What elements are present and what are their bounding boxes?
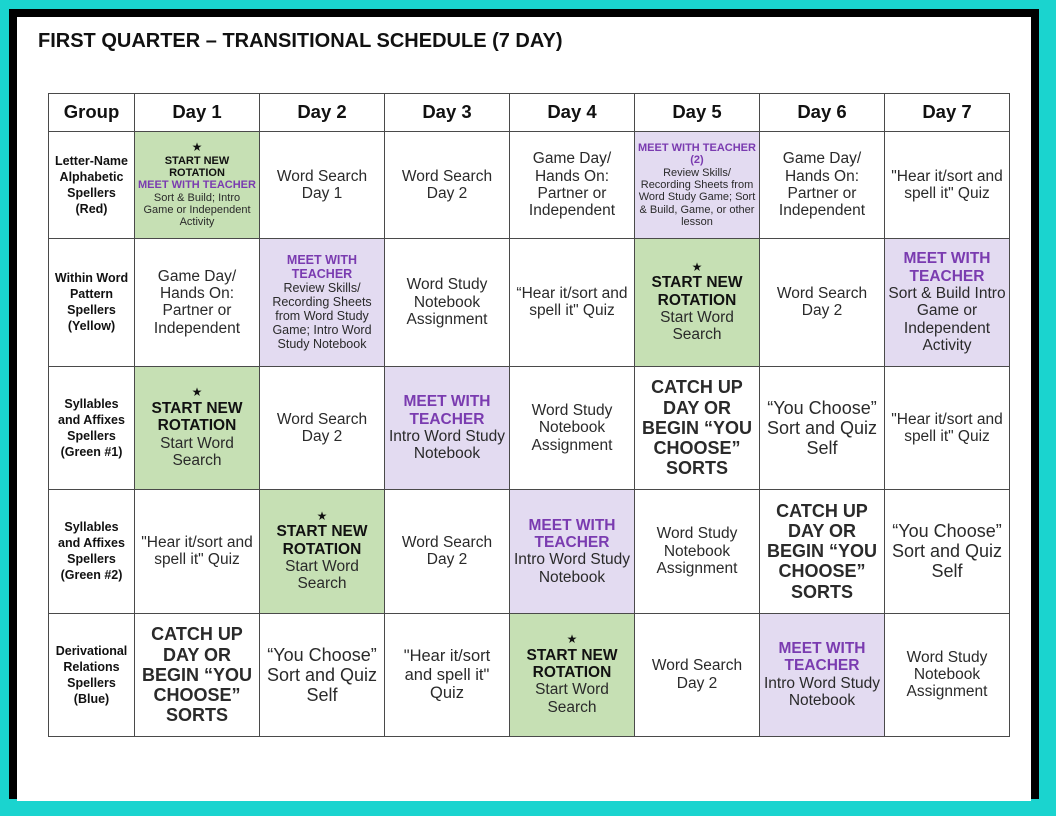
schedule-cell — [635, 132, 760, 239]
schedule-row-yellow — [49, 239, 1010, 367]
cell-text: Sort and Quiz Self — [266, 664, 378, 705]
schedule-table — [48, 93, 1010, 737]
meet-teacher-heading: MEET WITH TEACHER — [286, 253, 358, 282]
cell-text: Review Skills/ Recording Sheets from Word Study Game; Intro Word Study Notebook — [272, 281, 372, 352]
group-label: Syllables and Affixes Spellers (Green #2) — [49, 490, 135, 613]
cell-text: Review Skills/ Recording Sheets from Word Study Game; Sort & Build, Game, or other lesson — [638, 166, 756, 228]
start-rotation-heading: START NEW ROTATION — [526, 646, 618, 682]
schedule-cell — [510, 132, 635, 239]
schedule-row-green-1 — [49, 366, 1010, 489]
cell-text: Word Study Notebook Assignment — [906, 648, 988, 701]
cell-text: CATCH UP DAY OR BEGIN “YOU CHOOSE” SORTS — [141, 624, 252, 725]
cell-text: Start Word Search — [660, 309, 734, 344]
cell-text: Sort and Quiz Self — [891, 541, 1003, 582]
schedule-cell — [760, 132, 885, 239]
meet-teacher-heading: MEET WITH TEACHER (2) — [638, 141, 756, 167]
start-rotation-heading: START NEW ROTATION — [276, 523, 368, 558]
cell-text: Word Search Day 2 — [276, 410, 368, 445]
schedule-cell — [885, 239, 1010, 367]
schedule-cell — [760, 613, 885, 736]
schedule-cell — [635, 490, 760, 613]
schedule-cell — [760, 490, 885, 613]
meet-teacher-heading: MEET WITH TEACHER — [138, 179, 256, 192]
schedule-row-red — [49, 132, 1010, 239]
group-label: Letter-Name Alphabetic Spellers (Red) — [49, 132, 135, 239]
group-label: Within Word Pattern Spellers (Yellow) — [49, 239, 135, 367]
schedule-cell — [510, 613, 635, 736]
schedule-cell — [260, 366, 385, 489]
cell-text: Game Day/ Hands On: Partner or Independent — [528, 150, 616, 220]
schedule-cell — [885, 132, 1010, 239]
header-day-4: Day 4 — [510, 94, 635, 132]
start-rotation-heading: START NEW ROTATION — [164, 154, 230, 180]
cell-text: Intro Word Study Notebook — [763, 674, 880, 710]
header-day-6: Day 6 — [760, 94, 885, 132]
cell-text: "Hear it/sort and spell it" Quiz — [403, 647, 491, 702]
schedule-cell — [760, 239, 885, 367]
group-label: Syllables and Affixes Spellers (Green #1) — [49, 366, 135, 489]
cell-text: "Hear it/sort and spell it" Quiz — [141, 533, 253, 569]
header-day-5: Day 5 — [635, 94, 760, 132]
cell-text: CATCH UP DAY OR BEGIN “YOU CHOOSE” SORTS — [766, 500, 877, 602]
cell-text: Intro Word Study Notebook — [388, 427, 505, 463]
you-choose-label: “You Choose” — [767, 397, 877, 418]
meet-teacher-heading: MEET WITH TEACHER — [903, 250, 991, 285]
schedule-cell — [510, 490, 635, 613]
schedule-cell — [135, 132, 260, 239]
cell-text: Word Study Notebook Assignment — [406, 276, 488, 329]
cell-text: Game Day/ Hands On: Partner or Independent — [778, 150, 866, 220]
schedule-cell — [135, 613, 260, 736]
schedule-cell — [260, 613, 385, 736]
meet-teacher-heading: MEET WITH TEACHER — [403, 393, 491, 428]
star-icon: ★ — [316, 508, 328, 523]
header-day-7: Day 7 — [885, 94, 1010, 132]
cell-text: Word Search Day 2 — [401, 533, 493, 569]
meet-teacher-heading: MEET WITH TEACHER — [528, 516, 616, 551]
schedule-cell — [260, 239, 385, 367]
cell-text: Word Search Day 2 — [401, 167, 493, 203]
schedule-cell — [885, 613, 1010, 736]
start-rotation-heading: START NEW ROTATION — [651, 274, 743, 309]
cell-text: Sort & Build; Intro Game or Independent Activity — [143, 191, 251, 229]
you-choose-label: “You Choose” — [267, 644, 377, 665]
header-group: Group — [49, 94, 135, 132]
schedule-cell — [635, 239, 760, 367]
star-icon: ★ — [691, 259, 703, 274]
schedule-row-blue — [49, 613, 1010, 736]
cell-text: Intro Word Study Notebook — [513, 551, 630, 586]
schedule-cell — [635, 366, 760, 489]
schedule-cell — [885, 366, 1010, 489]
schedule-cell — [385, 490, 510, 613]
cell-text: "Hear it/sort and spell it" Quiz — [891, 410, 1003, 445]
cell-text: Sort & Build Intro Game or Independent Activity — [888, 285, 1006, 355]
header-row — [49, 94, 1010, 132]
meet-teacher-heading: MEET WITH TEACHER — [778, 640, 866, 675]
star-icon: ★ — [191, 140, 203, 155]
cell-text: CATCH UP DAY OR BEGIN “YOU CHOOSE” SORTS — [641, 377, 752, 479]
cell-text: Word Search Day 2 — [776, 285, 868, 320]
schedule-cell — [135, 239, 260, 367]
schedule-cell — [385, 132, 510, 239]
schedule-cell — [260, 490, 385, 613]
cell-text: Word Search Day 1 — [276, 167, 368, 203]
schedule-row-green-2 — [49, 490, 1010, 613]
cell-text: Word Search Day 2 — [651, 657, 743, 692]
schedule-cell — [385, 239, 510, 367]
cell-text: Start Word Search — [285, 558, 359, 593]
cell-text: Word Study Notebook Assignment — [531, 401, 613, 454]
cell-text: Sort and Quiz Self — [766, 417, 878, 458]
schedule-cell — [385, 613, 510, 736]
schedule-cell — [885, 490, 1010, 613]
header-day-2: Day 2 — [260, 94, 385, 132]
cell-text: “Hear it/sort and spell it" Quiz — [516, 285, 628, 320]
schedule-cell — [385, 366, 510, 489]
schedule-cell — [260, 132, 385, 239]
header-day-1: Day 1 — [135, 94, 260, 132]
schedule-cell — [635, 613, 760, 736]
cell-text: Start Word Search — [535, 681, 609, 716]
schedule-cell — [135, 366, 260, 489]
cell-text: "Hear it/sort and spell it" Quiz — [891, 167, 1003, 203]
group-label: Derivational Relations Spellers (Blue) — [49, 613, 135, 736]
header-day-3: Day 3 — [385, 94, 510, 132]
start-rotation-heading: START NEW ROTATION — [151, 399, 243, 435]
schedule-title: FIRST QUARTER – TRANSITIONAL SCHEDULE (7 DAY) — [38, 30, 563, 52]
schedule-cell — [510, 239, 635, 367]
cell-text: Start Word Search — [160, 434, 234, 469]
schedule-cell — [760, 366, 885, 489]
cell-text: Word Study Notebook Assignment — [656, 525, 738, 577]
cell-text: Game Day/ Hands On: Partner or Independent — [153, 267, 241, 337]
schedule-cell — [510, 366, 635, 489]
star-icon: ★ — [566, 632, 578, 647]
you-choose-label: “You Choose” — [892, 521, 1002, 542]
schedule-cell — [135, 490, 260, 613]
star-icon: ★ — [191, 385, 203, 400]
